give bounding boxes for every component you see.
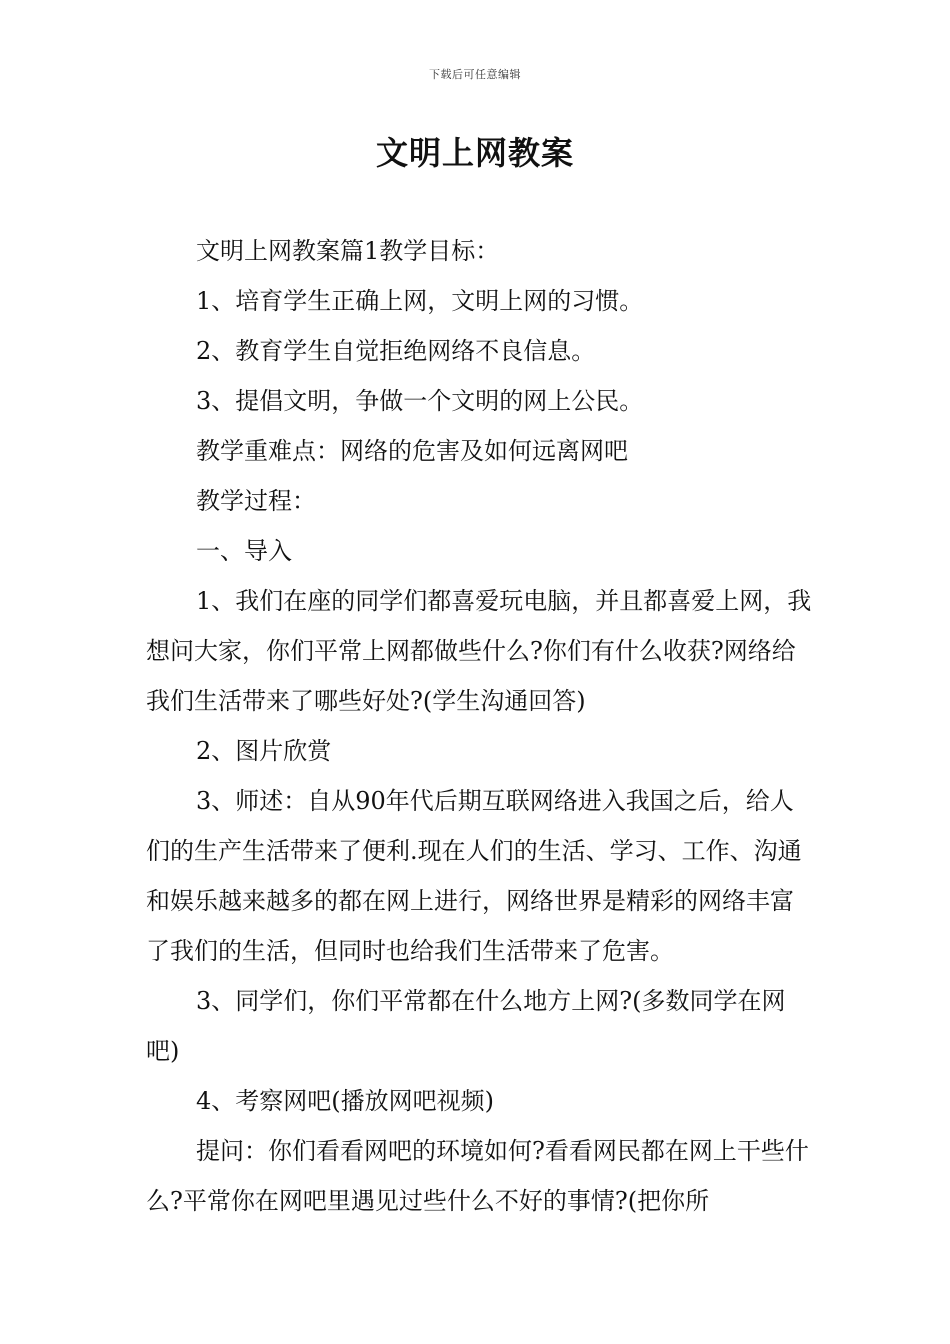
paragraph-section-intro: 一、导入: [196, 537, 292, 565]
paragraph-investigate-internet-cafe: 4、考察网吧(播放网吧视频): [196, 1087, 494, 1115]
paragraph-key-points: 教学重难点：网络的危害及如何远离网吧: [196, 437, 628, 465]
paragraph-question: 提问：你们看看网吧的环境如何?看看网民都在网上干些什么?平常你在网吧里遇见过些什么不好的事情?(把你所: [146, 1137, 809, 1215]
paragraph-intro-question: 1、我们在座的同学们都喜爱玩电脑，并且都喜爱上网，我想问大家，你们平常上网都做些什么?你们有什么收获?网络给我们生活带来了哪些好处?(学生沟通回答): [146, 587, 812, 715]
paragraph-objective-2: 2、教育学生自觉拒绝网络不良信息。: [196, 337, 596, 365]
document-title: 文明上网教案: [375, 134, 574, 172]
paragraph-teacher-narration: 3、师述：自从90年代后期互联网络进入我国之后，给人们的生产生活带来了便利.现在人们的生活、学习、工作、沟通和娱乐越来越多的都在网上进行，网络世界是精彩的网络丰富了我们的生活，但同时也给我们生活带来了危害。: [146, 787, 802, 965]
paragraph-objective-1: 1、培育学生正确上网，文明上网的习惯。: [196, 287, 644, 315]
document-body: [146, 226, 816, 1226]
header-note: 下载后可任意编辑: [429, 68, 521, 81]
paragraph-objective-3: 3、提倡文明，争做一个文明的网上公民。: [196, 387, 644, 415]
paragraph-where-online: 3、同学们，你们平常都在什么地方上网?(多数同学在网吧): [146, 987, 786, 1065]
paragraph-process-heading: 教学过程：: [196, 487, 316, 515]
paragraph-image-appreciation: 2、图片欣赏: [196, 737, 332, 765]
paragraph-objectives-heading: 文明上网教案篇1教学目标：: [196, 237, 500, 265]
